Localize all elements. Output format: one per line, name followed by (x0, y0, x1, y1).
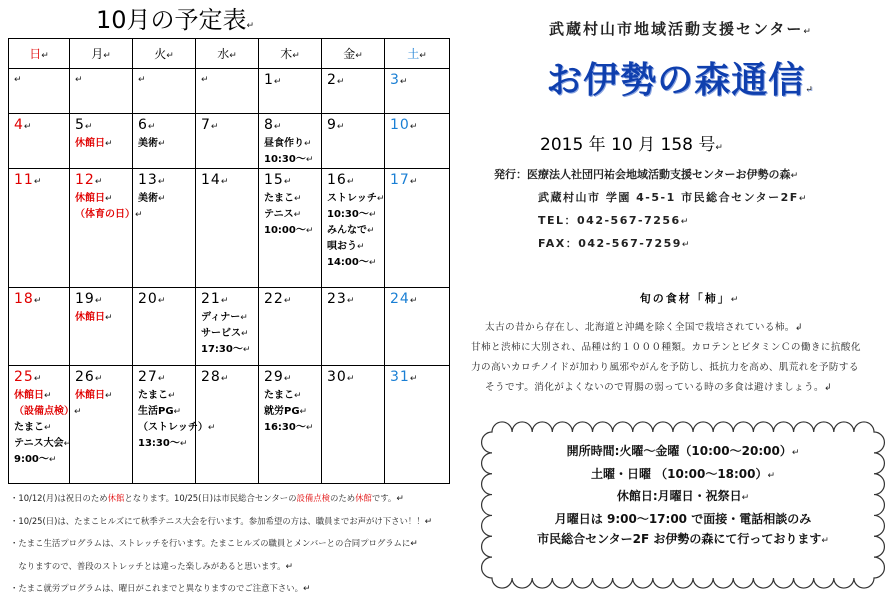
day-number: 30↵ (327, 369, 356, 385)
publisher-tel: TEL：042-567-7256↵ (538, 214, 690, 227)
publisher-line: 発行：医療法人社団円祐会地域活動支援センターお伊勢の森↵ (494, 168, 799, 181)
day-number: 13↵ (138, 172, 167, 188)
day-number: 15↵ (264, 172, 293, 188)
day-number: 10↵ (390, 117, 419, 133)
calendar-day-cell (196, 114, 259, 169)
calendar-day-cell (133, 114, 196, 169)
calendar-day-cell (322, 69, 385, 114)
day-number: 26↵ (75, 369, 104, 385)
hours-line: 市民総合センター2F お伊勢の森にて行っております↵ (537, 532, 829, 546)
weekday-header: 火↵ (133, 39, 196, 69)
day-number: 8↵ (264, 117, 283, 133)
food-line: そうです。消化がよくないので胃腸の弱っている時の多食は避けましょう。↲ (485, 382, 832, 393)
day-number: 4↵ (14, 117, 33, 133)
day-number: 22↵ (264, 291, 293, 307)
day-number: 5↵ (75, 117, 94, 133)
calendar-day-cell (322, 169, 385, 288)
calendar-day-cell (259, 114, 322, 169)
day-number: 19↵ (75, 291, 104, 307)
calendar-event: 13:30～↵ (138, 438, 188, 449)
calendar-day-cell (133, 288, 196, 366)
weekday-header: 日↵ (9, 39, 70, 69)
calendar-day-cell (9, 169, 70, 288)
calendar-event: たまこ↵ (264, 193, 302, 204)
weekday-header: 金↵ (322, 39, 385, 69)
calendar-event: 美術↵ (138, 193, 166, 204)
calendar-event: 9:00～↵ (14, 454, 57, 465)
calendar-day-cell: ↵ (196, 69, 259, 114)
food-line: 太古の昔から存在し、北海道と沖縄を除く全国で栽培されている柿。↲ (485, 322, 803, 333)
calendar-event: 14:00～↵ (327, 257, 377, 268)
calendar-event: 10:30～↵ (327, 209, 377, 220)
day-number: 12↵ (75, 172, 104, 188)
seasonal-food-heading: 旬の食材「柿」↵ (639, 292, 741, 305)
calendar-grid (8, 38, 450, 484)
food-line: 甘柿と渋柿に大別され、品種は約１０００種類。カロテンとビタミンＣの働きに抗酸化 (471, 342, 861, 353)
calendar-event: 17:30～↵ (201, 344, 251, 355)
note-line: ・10/12(月)は祝日のため休館となります。10/25(日)は市民総合センターの設備点検のため休館です。↵ (10, 493, 404, 504)
newsletter-title: お伊勢の森通信↵ (546, 59, 814, 101)
hours-line: 開所時間:火曜～金曜（10:00～20:00）↵ (566, 444, 800, 458)
calendar-week-row (9, 169, 450, 288)
day-number: 29↵ (264, 369, 293, 385)
calendar-day-cell (322, 288, 385, 366)
calendar-event: テニス↵ (264, 209, 302, 220)
calendar-day-cell (9, 288, 70, 366)
calendar-event: 10:30～↵ (264, 154, 314, 165)
calendar-event: 生活PG↵ (138, 406, 182, 417)
calendar-week-row (9, 114, 450, 169)
calendar-day-cell (322, 114, 385, 169)
calendar-day-cell (196, 288, 259, 366)
calendar-event: 就労PG↵ (264, 406, 308, 417)
calendar-event: 16:30～↵ (264, 422, 314, 433)
calendar-day-cell (70, 366, 133, 484)
day-number: 20↵ (138, 291, 167, 307)
calendar-week-row (9, 288, 450, 366)
weekday-header-row (9, 39, 450, 69)
opening-hours-text (480, 441, 886, 552)
calendar-day-cell (133, 169, 196, 288)
calendar-day-cell: ↵ (9, 69, 70, 114)
calendar-day-cell (322, 366, 385, 484)
weekday-label: 木 (280, 47, 293, 61)
weekday-label: 火 (154, 47, 167, 61)
calendar-day-cell (9, 114, 70, 169)
calendar-day-cell: ↵ (133, 69, 196, 114)
calendar-event: ストレッチ↵ (327, 193, 385, 204)
hours-line: 休館日:月曜日・祝祭日↵ (616, 489, 750, 503)
day-number: 14↵ (201, 172, 230, 188)
weekday-label: 土 (407, 47, 420, 61)
day-number: 9↵ (327, 117, 346, 133)
seasonal-food-text (471, 318, 891, 398)
organization-name: 武蔵村山市地域活動支援センター↵ (549, 20, 813, 38)
calendar-day-cell (259, 288, 322, 366)
calendar-event: 10:00～↵ (264, 225, 314, 236)
calendar-event: サービス↵ (201, 328, 249, 339)
calendar-day-cell (196, 169, 259, 288)
calendar-event: （体育の日）↵ (75, 209, 143, 220)
food-line: 力の高いカロチノイドが加わり風邪やがんを予防し、抵抗力を高め、肌荒れを予防する (471, 362, 859, 373)
weekday-label: 金 (343, 47, 356, 61)
weekday-header: 月↵ (70, 39, 133, 69)
day-number: 17↵ (390, 172, 419, 188)
note-line: ・たまこ生活プログラムは、ストレッチを行います。たまこヒルズの職員とメンバーとの合同プログラムに↵ (10, 538, 418, 549)
day-number: 23↵ (327, 291, 356, 307)
weekday-header: 水↵ (196, 39, 259, 69)
calendar-event: 休館日↵ (14, 390, 52, 401)
publisher-info (494, 164, 894, 256)
calendar-notes (10, 488, 450, 601)
calendar-day-cell (70, 288, 133, 366)
day-number: 18↵ (14, 291, 43, 307)
calendar-day-cell (385, 114, 450, 169)
calendar-event: たまこ↵ (14, 422, 52, 433)
publisher-address: 武蔵村山市 学園 4-5-1 市民総合センター2F↵ (538, 191, 808, 204)
calendar-event: ディナー↵ (201, 312, 248, 323)
calendar-event: 休館日↵ (75, 138, 113, 149)
calendar-day-cell (259, 169, 322, 288)
calendar-day-cell (385, 288, 450, 366)
calendar-day-cell (385, 366, 450, 484)
calendar-event: テニス大会↵ (14, 438, 72, 449)
day-number: 27↵ (138, 369, 167, 385)
calendar-event: 美術↵ (138, 138, 166, 149)
day-number: 21↵ (201, 291, 230, 307)
calendar-event: 休館日↵ (75, 312, 113, 323)
day-number: 11↵ (14, 172, 43, 188)
calendar-event: 休館日↵ (75, 193, 113, 204)
calendar-event: 唄おう↵ (327, 241, 365, 252)
calendar-event: （設備点検）↵ (14, 406, 82, 417)
calendar-week-row (9, 366, 450, 484)
calendar-day-cell (385, 169, 450, 288)
publisher-fax: FAX：042-567-7259↵ (538, 237, 691, 250)
weekday-label: 月 (91, 47, 104, 61)
issue-number: 2015 年 10 月 158 号↵ (540, 135, 723, 155)
note-line: ・たまこ就労プログラムは、曜日がこれまでと異なりますのでご注意下さい。↵ (10, 583, 311, 594)
calendar-event: たまこ↵ (138, 390, 176, 401)
day-number: 16↵ (327, 172, 356, 188)
day-number: 2↵ (327, 72, 346, 88)
note-line: ・10/25(日)は、たまこヒルズにて秋季テニス大会を行います。参加希望の方は、職員までお声がけ下さい！！↵ (10, 515, 433, 527)
calendar-day-cell (9, 366, 82, 484)
day-number: 6↵ (138, 117, 157, 133)
weekday-header: 木↵ (259, 39, 322, 69)
calendar-event: （ストレッチ）↵ (138, 422, 216, 433)
calendar-event: 休館日↵ (75, 390, 113, 401)
day-number: 7↵ (201, 117, 220, 133)
calendar-event: たまこ↵ (264, 390, 302, 401)
calendar-day-cell (259, 366, 322, 484)
day-number: 3↵ (390, 72, 409, 88)
calendar-day-cell (70, 169, 143, 288)
calendar-title: 10月の予定表↵ (96, 6, 255, 34)
opening-hours-box (480, 420, 886, 590)
hours-line: 月曜日は 9:00～17:00 で面接・電話相談のみ (554, 511, 812, 526)
calendar-day-cell (259, 69, 322, 114)
weekday-label: 日 (29, 47, 42, 61)
calendar-event: 昼食作り↵ (264, 138, 312, 149)
note-line: なりますので、普段のストレッチとは違った楽しみがあると思います。↵ (10, 560, 293, 572)
hours-line: 土曜・日曜 （10:00～18:00）↵ (590, 466, 776, 481)
weekday-header: 土↵ (385, 39, 450, 69)
day-number: 31↵ (390, 369, 419, 385)
calendar-day-cell (70, 114, 133, 169)
day-number: 25↵ (14, 369, 43, 385)
day-number: 24↵ (390, 291, 419, 307)
calendar-day-cell: ↵ (70, 69, 133, 114)
weekday-label: 水 (217, 47, 230, 61)
calendar-day-cell (385, 69, 450, 114)
day-number: 28↵ (201, 369, 230, 385)
calendar-event: みんなで↵ (327, 225, 375, 236)
day-number: 1↵ (264, 72, 283, 88)
calendar-week-row (9, 69, 450, 114)
